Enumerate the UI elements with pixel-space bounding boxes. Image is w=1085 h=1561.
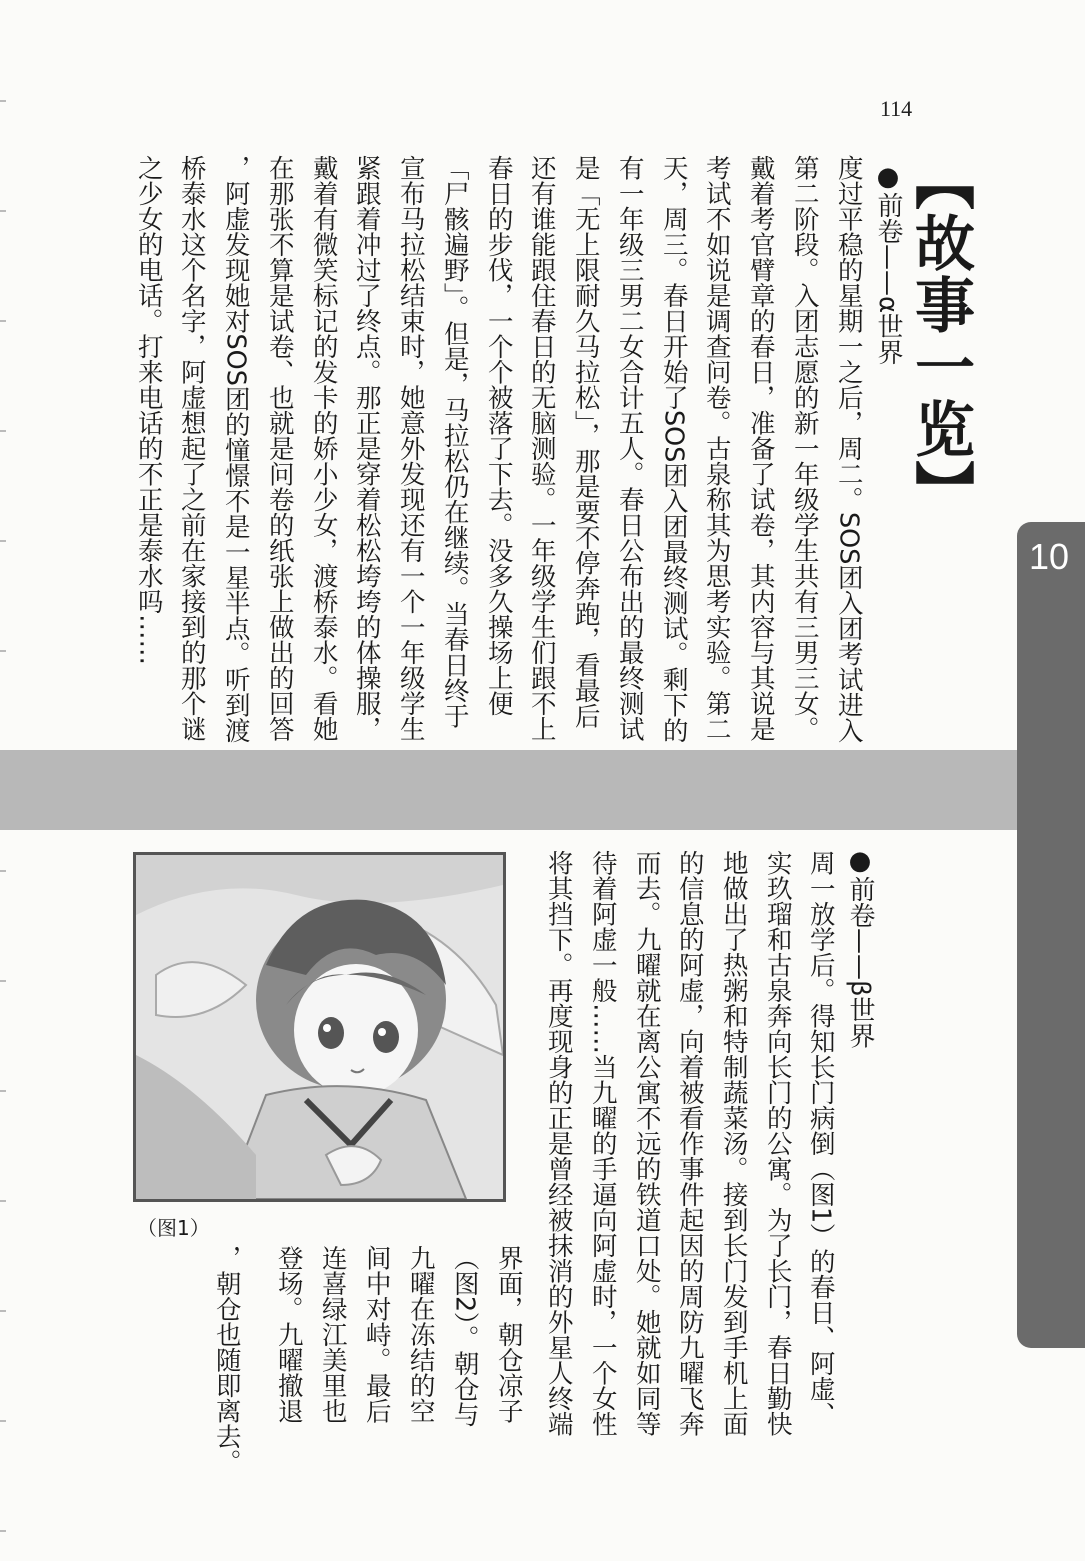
section2-column: 连喜绿江美里也 <box>317 1245 348 1424</box>
section1-column: 度过平稳的星期一之后，周二。SOS团入团考试进入 <box>833 155 864 743</box>
section2-column: 地做出了热粥和特制蔬菜汤。接到长门发到手机上面 <box>718 850 749 1437</box>
section2-column: 待着阿虚一般……当九曜的手逼向阿虚时，一个女性 <box>587 850 618 1437</box>
section2-column: 的信息的阿虚，向着被看作事件起因的周防九曜飞奔 <box>674 850 705 1437</box>
illustration-drawing <box>136 855 503 1199</box>
section1-column: 是「无上限耐久马拉松」，那是要不停奔跑，看最后 <box>570 155 601 729</box>
figure-illustration <box>133 852 506 1202</box>
section2-column: ，朝仓也随即离去。 <box>211 1245 242 1475</box>
section1-column: 第二阶段。入团志愿的新一年级学生共有三男三女。 <box>789 155 820 742</box>
section1-column: 天，周三。春日开始了SOS团入团最终测试。剩下的 <box>658 155 689 743</box>
chapter-tab <box>1017 522 1085 1348</box>
section2-column: 而去。九曜就在离公寓不远的铁道口处。她就如同等 <box>631 850 662 1437</box>
section1-column: 在那张不算是试卷、也就是问卷的纸张上做出的回答 <box>264 155 295 742</box>
section2-column: 界面，朝仓凉子 <box>493 1245 524 1424</box>
section2-column: （图2）。朝仓与 <box>449 1245 480 1427</box>
section1-heading <box>870 162 906 365</box>
page-title: 【故事一览】 <box>905 150 975 522</box>
section1-column: 戴着有微笑标记的发卡的娇小少女，渡桥泰水。看她 <box>308 155 339 742</box>
section1-column: 紧跟着冲过了终点。那正是穿着松松垮垮的体操服， <box>351 155 382 742</box>
figure-caption: （图1） <box>137 1216 210 1240</box>
section2-column: 周一放学后。得知长门病倒（图1）的春日、阿虚、 <box>805 850 836 1428</box>
section1-column: 「尸骸遍野」。但是，马拉松仍在继续。当春日终于 <box>439 155 470 729</box>
section1-column: 之少女的电话。打来电话的不正是泰水吗…… <box>133 155 164 665</box>
section-divider-band <box>0 750 1017 830</box>
section2-column: 登场。九曜撤退 <box>273 1245 304 1424</box>
section1-column: 还有谁能跟住春日的无脑测验。一年级学生们跟不上 <box>526 155 557 742</box>
section2-heading <box>842 846 878 1049</box>
bullet-icon: ● <box>873 162 903 192</box>
bullet-icon: ● <box>845 846 875 876</box>
section1-column: 考试不如说是调查问卷。古泉称其为思考实验。第二 <box>701 155 732 742</box>
section1-column: 有一年级三男二女合计五人。春日公布出的最终测试 <box>614 155 645 742</box>
section1-column: ，阿虚发现她对SOS团的憧憬不是一星半点。听到渡 <box>220 155 251 743</box>
section2-heading-text: 前卷——β世界 <box>845 876 875 1049</box>
section1-column: 宣布马拉松结束时，她意外发现还有一个一年级学生 <box>395 155 426 742</box>
page-number: 114 <box>880 96 913 121</box>
section1-column: 春日的步伐，一个个被落了下去。没多久操场上便 <box>483 155 514 716</box>
section1-heading-text: 前卷——α世界 <box>873 192 903 366</box>
section1-column: 桥泰水这个名字，阿虚想起了之前在家接到的那个谜 <box>176 155 207 742</box>
section1-column: 戴着考官臂章的春日，准备了试卷，其内容与其说是 <box>745 155 776 742</box>
section2-column: 间中对峙。最后 <box>361 1245 392 1424</box>
section2-column: 实玖瑠和古泉奔向长门的公寓。为了长门，春日勤快 <box>762 850 793 1437</box>
section2-column: 九曜在冻结的空 <box>405 1245 436 1424</box>
section2-column: 将其挡下。再度现身的正是曾经被抹消的外星人终端 <box>543 850 574 1437</box>
chapter-tab-label: 10 <box>1029 536 1070 577</box>
